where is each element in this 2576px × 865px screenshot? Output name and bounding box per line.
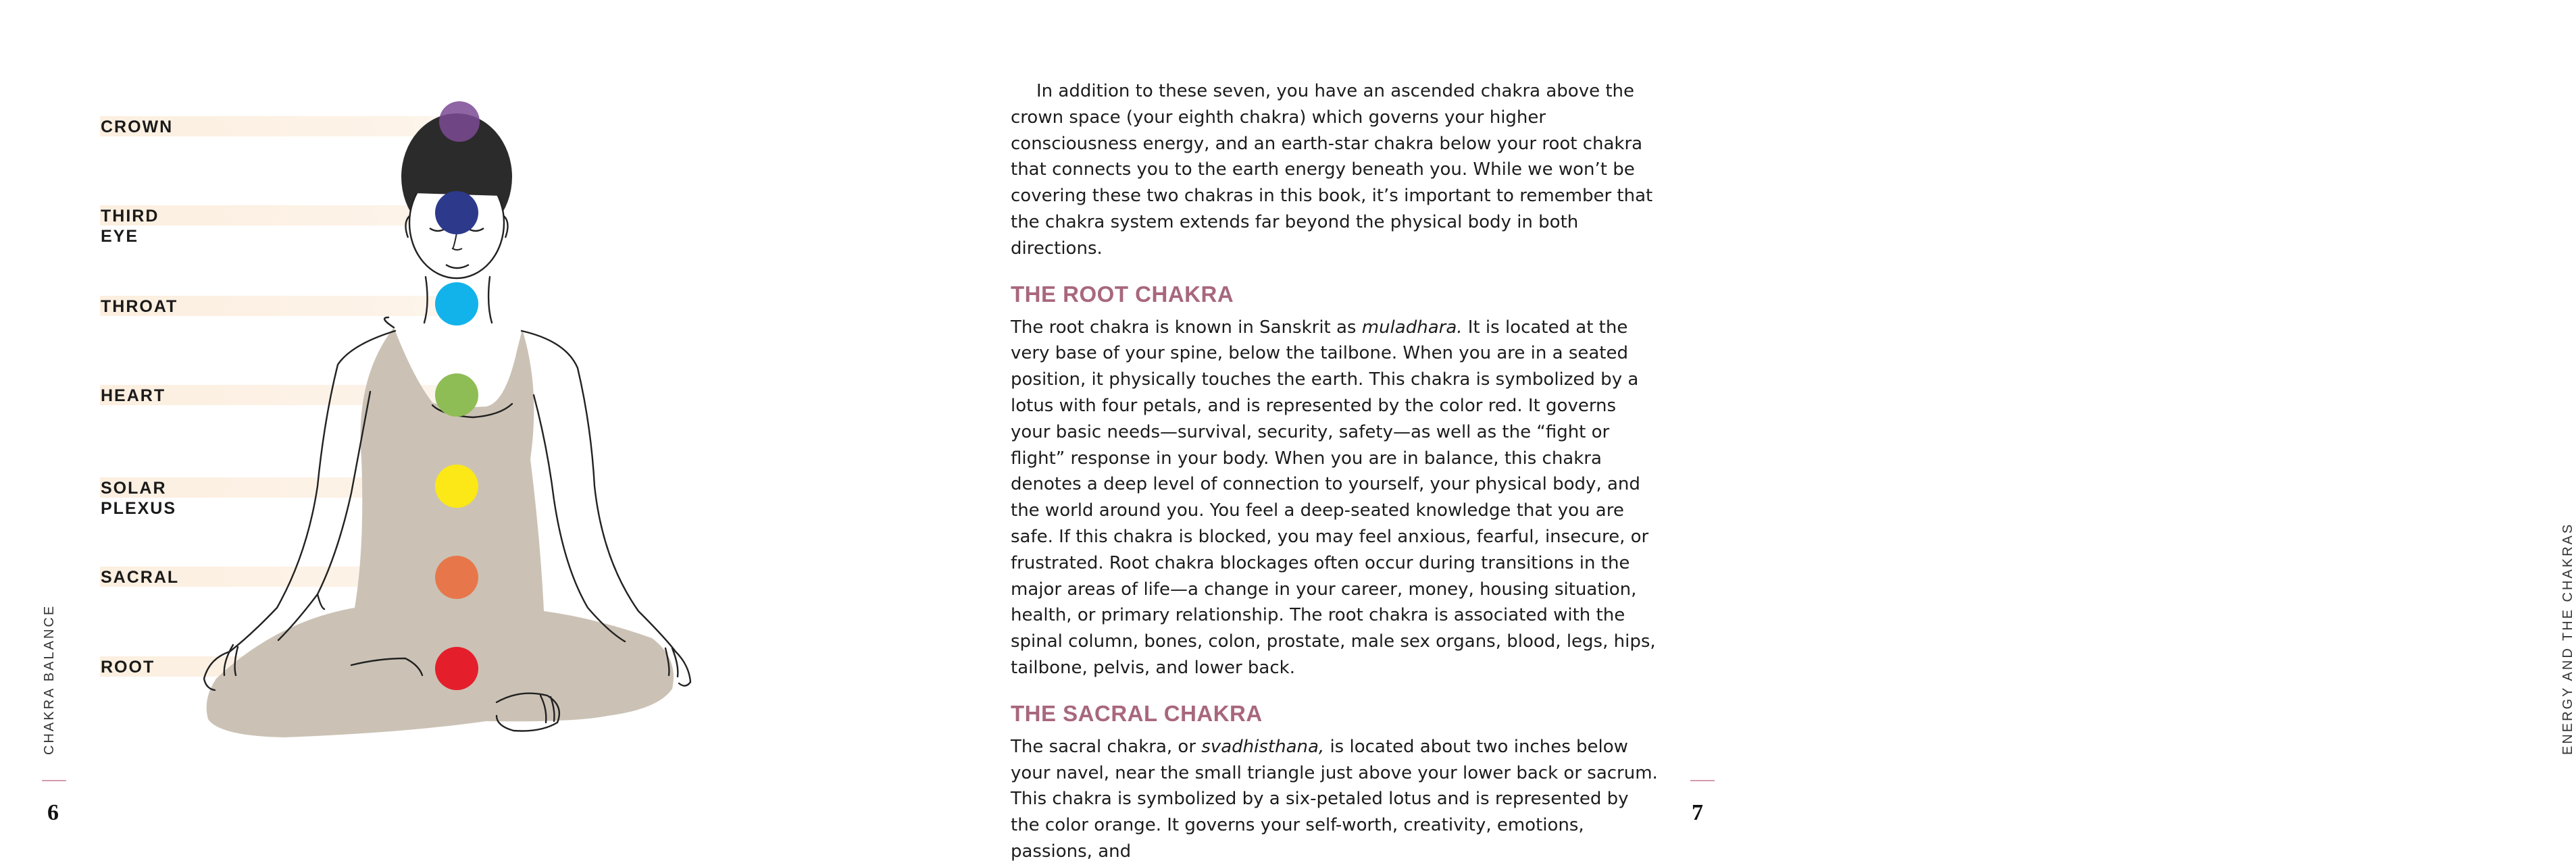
chakra-label-sacral: SACRAL	[101, 568, 180, 587]
meditating-figure-illustration	[189, 81, 716, 756]
throat-chakra-dot	[435, 282, 478, 325]
root-chakra-dot	[435, 647, 478, 690]
chakra-label-crown: CROWN	[101, 117, 174, 136]
heart-chakra-dot	[435, 373, 478, 417]
sacral-sanskrit-term: svadhisthana,	[1201, 736, 1325, 757]
left-page	[0, 0, 865, 864]
body-text-column	[1011, 78, 1659, 865]
chakra-label-solar-plexus: SOLAR PLEXUS	[101, 479, 177, 518]
running-head-left: CHAKRA BALANCE	[42, 604, 57, 755]
chakra-label-root: ROOT	[101, 658, 155, 677]
sacral-chakra-dot	[435, 556, 478, 599]
root-text-before: The root chakra is known in Sanskrit as	[1011, 317, 1362, 338]
root-text-after: It is located at the very base of your spine, below the tailbone. When you are in a seated position, it physically touches the earth. This chakra is symbolized by a lotus with four petals, and is represented by the color red. It governs your basic needs—survival, security, safety—as well as the “fight or flight” response in your body. When you are in balance, this chakra denotes a deep level of connection to yourself, your physical body, and the world around you. You feel a deep-seated knowledge that you are safe. If this chakra is blocked, you may feel anxious, fearful, insecure, or frustrated. Root chakra blockages often occur during transitions in the major areas of life—a change in your career, money, housing situation, health, or primary relationship. The root chakra is associated with the spinal column, bones, colon, prostate, male sex organs, blood, legs, hips, tailbone, pelvis, and lower back.	[1011, 317, 1656, 678]
sacral-text-after: is located about two inches below your navel, near the small triangle just above your lower back or sacrum. This chakra is symbolized by a six-petaled lotus and is represented by the color orange. It governs your self-worth, creativity, emotions, passions, and	[1011, 736, 1658, 862]
chakra-label-third-eye: THIRD EYE	[101, 207, 159, 246]
root-chakra-heading: THE ROOT CHAKRA	[1011, 281, 1234, 307]
running-head-rule-right	[1690, 780, 1715, 781]
right-page	[865, 0, 2575, 864]
solar-plexus-chakra-dot	[435, 465, 478, 508]
page-number-left: 6	[47, 800, 59, 825]
page-number-right: 7	[1692, 800, 1703, 825]
running-head-rule-left	[42, 780, 66, 781]
intro-paragraph: In addition to these seven, you have an ascended chakra above the crown space (your eighth chakra) which governs your higher consciousness energy, and an earth-star chakra below your root chakra that connects you to the earth energy beneath you. While we won’t be covering these two chakras in this book, it’s important to remember that the chakra system extends far beyond the physical body in both directions.	[1011, 81, 1653, 259]
chakra-label-throat: THROAT	[101, 297, 178, 316]
chakra-label-heart: HEART	[101, 386, 166, 405]
root-chakra-paragraph	[1011, 315, 1659, 681]
crown-chakra-dot	[439, 101, 480, 142]
sacral-chakra-heading: THE SACRAL CHAKRA	[1011, 700, 1263, 726]
sacral-text-before: The sacral chakra, or	[1011, 736, 1202, 757]
sacral-chakra-paragraph	[1011, 734, 1659, 865]
root-sanskrit-term: muladhara.	[1361, 317, 1463, 338]
third-eye-chakra-dot	[435, 191, 478, 234]
running-head-right: ENERGY AND THE CHAKRAS	[2560, 522, 2575, 755]
